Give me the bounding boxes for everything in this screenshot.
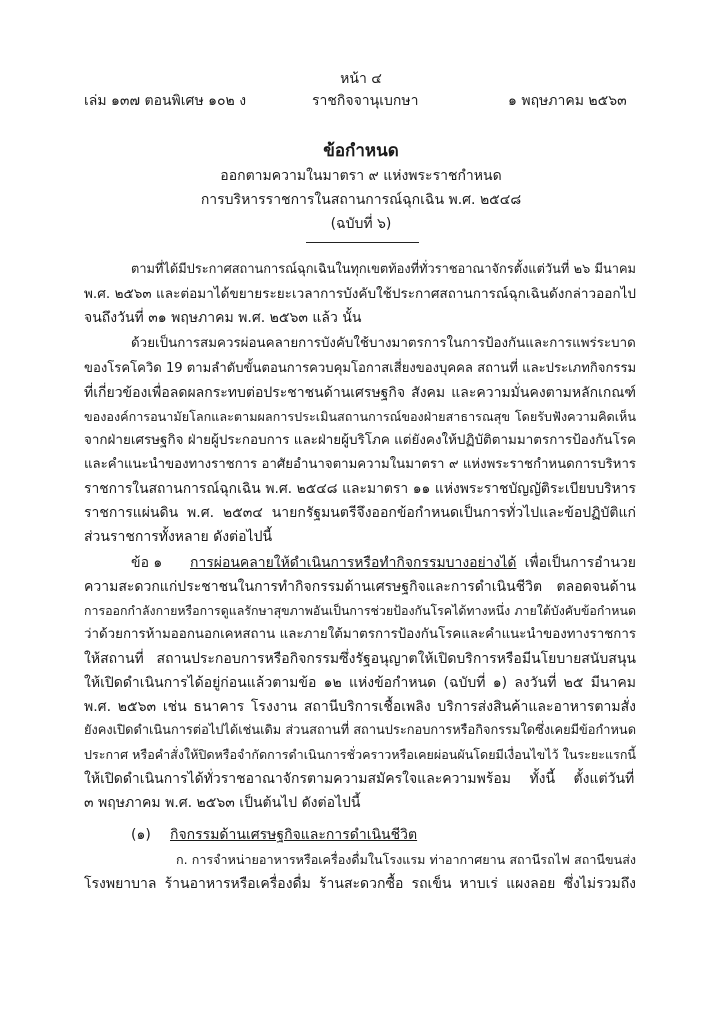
gazette-date: ๑ พฤษภาคม ๒๕๖๓ (508, 93, 627, 109)
clause-number: ข้อ ๑ (131, 555, 163, 571)
title-line-2: การบริหารราชการในสถานการณ์ฉุกเฉิน พ.ศ. ๒๕๔๘ (200, 192, 522, 208)
gazette-volume: เล่ม ๑๓๗ ตอนพิเศษ ๑๐๒ ง (84, 93, 247, 109)
clause-first-line-rest: เพื่อเป็นการอำนวย (524, 555, 636, 571)
body-line: และคำแนะนำของทางราชการ อาศัยอำนาจตามความในมาตรา ๙ แห่งพระราชกำหนดการบริหาร (84, 457, 636, 472)
body-line: ให้เปิดดำเนินการได้ทั่วราชอาณาจักรตามความสมัครใจและความพร้อม ทั้งนี้ ตั้งแต่วันที่ (84, 771, 635, 787)
body-line: ความสะดวกแก่ประชาชนในการทำกิจกรรมด้านเศรษฐกิจและการดำเนินชีวิต ตลอดจนด้าน (84, 579, 636, 595)
document-title: ข้อกำหนด (323, 141, 399, 161)
body-line: ของโรคโควิด 19 ตามลำดับขั้นตอนการควบคุมโอกาสเสี่ยงของบุคคล สถานที่ และประเภทกิจกรรม (84, 361, 637, 376)
body-line: ก. การจำหน่ายอาหารหรือเครื่องดื่มในโรงแรม ท่าอากาศยาน สถานีรถไฟ สถานีขนส่ง (176, 852, 637, 867)
body-line: ยังคงเปิดดำเนินการต่อไปได้เช่นเดิม ส่วนสถานที่ สถานประกอบการหรือกิจกรรมใดซึ่งเคยมีข้อกำหนด (84, 723, 637, 738)
body-line: ที่เกี่ยวข้องเพื่อลดผลกระทบต่อประชาชนด้านเศรษฐกิจ สังคม และความมั่นคงตามหลักเกณฑ์ (84, 385, 636, 401)
page-number: หน้า ๔ (340, 71, 382, 87)
body-line: ให้สถานที่ สถานประกอบการหรือกิจกรรมซึ่งรัฐอนุญาตให้เปิดบริการหรือมีนโยบายสนับสนุน (84, 651, 636, 667)
gazette-name: ราชกิจจานุเบกษา (312, 93, 419, 109)
subclause-heading: กิจกรรมด้านเศรษฐกิจและการดำเนินชีวิต (170, 827, 418, 843)
body-line: จากฝ่ายเศรษฐกิจ ฝ่ายผู้ประกอบการ และฝ่ายผู้บริโภค แต่ยังคงให้ปฏิบัติตามมาตรการป้องกันโรค (84, 433, 637, 448)
body-line: พ.ศ. ๒๕๖๓ และต่อมาได้ขยายระยะเวลาการบังคับใช้ประกาศสถานการณ์ฉุกเฉินดังกล่าวออกไป (84, 286, 636, 302)
body-line: ตามที่ได้มีประกาศสถานการณ์ฉุกเฉินในทุกเขตท้องที่ทั่วราชอาณาจักรตั้งแต่วันที่ ๒๖ มีนาคม (131, 262, 636, 277)
body-line: ราชการในสถานการณ์ฉุกเฉิน พ.ศ. ๒๕๔๘ และมาตรา ๑๑ แห่งพระราชบัญญัติระเบียบบริหาร (84, 481, 636, 497)
title-divider (306, 242, 419, 243)
body-line: ราชการแผ่นดิน พ.ศ. ๒๕๓๔ นายกรัฐมนตรีจึงออกข้อกำหนดเป็นการทั่วไปและข้อปฏิบัติแก่ (84, 505, 637, 521)
clause-heading: การผ่อนคลายให้ดำเนินการหรือทำกิจกรรมบางอย่างได้ (190, 555, 517, 571)
body-line: ด้วยเป็นการสมควรผ่อนคลายการบังคับใช้บางมาตรการในการป้องกันและการแพร่ระบาด (131, 336, 636, 351)
body-line: ให้เปิดดำเนินการได้อยู่ก่อนแล้วตามข้อ ๑๒ แห่งข้อกำหนด (ฉบับที่ ๑) ลงวันที่ ๒๕ มีนาคม (84, 675, 636, 691)
body-line: โรงพยาบาล ร้านอาหารหรือเครื่องดื่ม ร้านสะดวกซื้อ รถเข็น หาบเร่ แผงลอย ซึ่งไม่รวมถึง (84, 876, 637, 892)
body-line: ว่าด้วยการห้ามออกนอกเคหสถาน และภายใต้มาตรการป้องกันโรคและคำแนะนำของทางราชการ (84, 627, 636, 642)
body-line: พ.ศ. ๒๕๖๓ เช่น ธนาคาร โรงงาน สถานีบริการเชื้อเพลิง บริการส่งสินค้าและอาหารตามสั่ง (84, 699, 636, 715)
body-line: ประกาศ หรือคำสั่งให้ปิดหรือจำกัดการดำเนินการชั่วคราวหรือเคยผ่อนผันโดยมีเงื่อนไขไว้ ในระยะแรกนี้ (84, 747, 636, 762)
title-line-3: (ฉบับที่ ๖) (330, 216, 392, 232)
body-line: การออกกำลังกายหรือการดูแลรักษาสุขภาพอันเป็นการช่วยป้องกันโรคได้ทางหนึ่ง ภายใต้บังคับข้อกำหนด (84, 603, 636, 618)
body-line: ๓ พฤษภาคม พ.ศ. ๒๕๖๓ เป็นต้นไป ดังต่อไปนี้ (84, 795, 361, 811)
body-line: จนถึงวันที่ ๓๑ พฤษภาคม พ.ศ. ๒๕๖๓ แล้ว นั้น (84, 310, 362, 326)
body-line: ส่วนราชการทั้งหลาย ดังต่อไปนี้ (84, 529, 273, 545)
subclause-number: (๑) (131, 827, 151, 843)
title-line-1: ออกตามความในมาตรา ๙ แห่งพระราชกำหนด (220, 168, 502, 184)
body-line: ขององค์การอนามัยโลกและตามผลการประเมินสถานการณ์ของฝ่ายสาธารณสุข โดยรับฟังความคิดเห็น (84, 409, 636, 424)
